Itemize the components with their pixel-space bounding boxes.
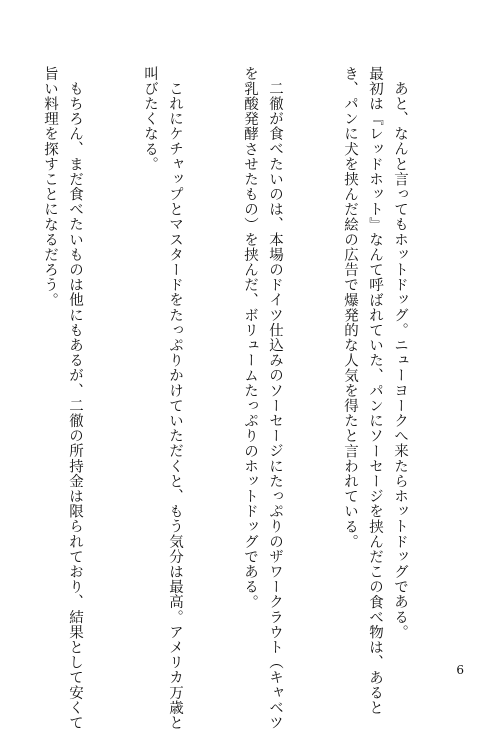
- text-line: もちろん、まだ食べたいものは他にもあるが、二徹の所持金は限られており、結果として安くて: [67, 80, 83, 730]
- paragraph-3: [137, 66, 187, 730]
- text-line: これにケチャップとマスタードをたっぷりかけていただくと、もう気分は最高。アメリカ万歳と: [167, 80, 183, 730]
- text-line: き、パンに犬を挟んだ絵の広告で爆発的な人気を得たと言われている。: [342, 66, 358, 550]
- text-line: 最初は『レッドホット』なんて呼ばれていた、パンにソーセージを挟んだこの食べ物は、あると: [367, 66, 383, 716]
- text-line: あと、なんと言ってもホットドッグ。ニューヨークへ来たらホットドッグである。: [392, 80, 408, 640]
- vertical-text-block: [0, 66, 462, 730]
- text-line: 叫びたくなる。: [142, 66, 158, 172]
- paragraph-1: [337, 66, 412, 716]
- paragraph-2: [237, 66, 287, 730]
- text-line: 二徹が食べたいのは、本場のドイツ仕込みのソーセージにたっぷりのザワークラウト（キャベツ: [267, 80, 283, 730]
- text-line: を乳酸発酵させたもの）を挟んだ、ボリュームたっぷりのホットドッグである。: [242, 66, 258, 610]
- page-number: 6: [456, 663, 464, 677]
- text-line: 旨い料理を探すことになるだろう。: [42, 66, 58, 308]
- paragraph-4: [37, 66, 87, 730]
